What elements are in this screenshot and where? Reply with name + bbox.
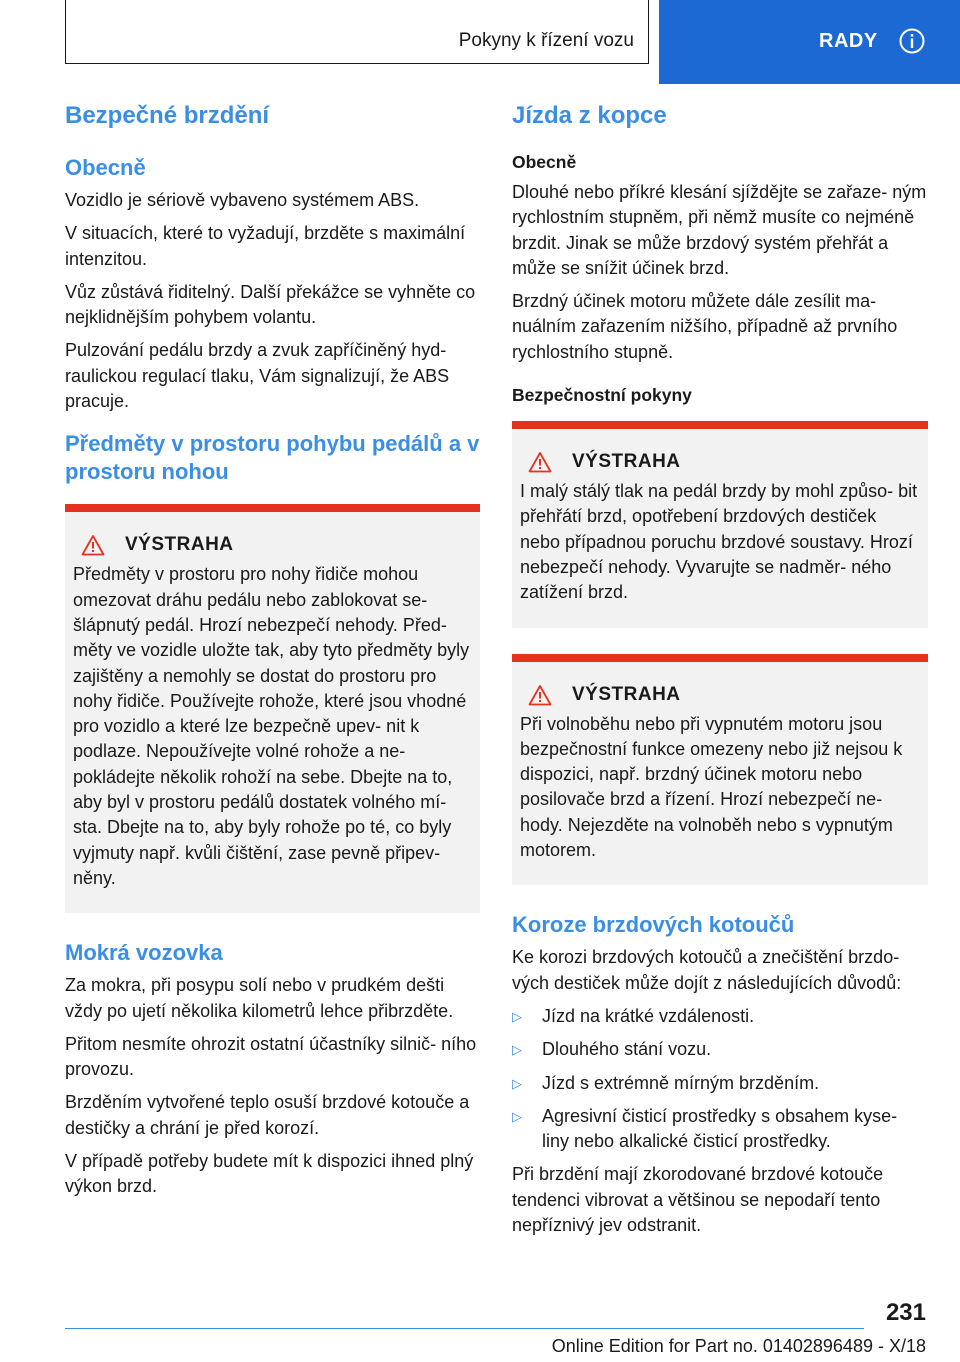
warning-text: Při volnoběhu nebo při vypnutém motoru jsou bezpečnostní funkce omezeny nebo již nejsou k dispozici, např. brzdný účinek motoru nebo posilovače brzd a řízení. Hrozí nebezpečí ne‐ hody. Nejezděte na volnoběh nebo s vypnutým motorem. xyxy=(520,713,903,861)
paragraph: Vozidlo je sériově vybaveno systémem ABS. xyxy=(65,190,420,210)
downhill-title: Jízda z kopce xyxy=(512,102,667,129)
warning-icon xyxy=(81,534,105,556)
paragraph: V případě potřeby budete mít k dispozici ihned plný výkon brzd. xyxy=(65,1151,474,1197)
general-subheading: Obecně xyxy=(512,152,577,172)
warning-text: I malý stálý tlak na pedál brzdy by mohl způso‐ bit přehřátí brzd, opotřebení brzdových destiček nebo případnou poruchu brzdové soustavy. Hrozí nebezpečí nehody. Vyvarujte se nadměr‐ ného zatížení brzd. xyxy=(520,481,918,603)
warning-box xyxy=(512,421,928,627)
paragraph: Ke korozi brzdových kotoučů a znečištění brzdo‐ vých destiček může dojít z následujících důvodů: xyxy=(512,947,902,993)
warning-header xyxy=(73,534,472,556)
warning-icon xyxy=(528,451,552,473)
paragraph: Brzděním vytvořené teplo osuší brzdové kotouče a destičky a chrání je před korozí. xyxy=(65,1092,470,1138)
paragraph: Při brzdění mají zkorodované brzdové kotouče tendenci vibrovat a většinou se nepodaří tento nepříznivý jev odstranit. xyxy=(512,1164,884,1236)
warning-header xyxy=(520,451,920,473)
bullet-triangle-icon: ▷ xyxy=(512,1042,522,1058)
corrosion-heading: Koroze brzdových kotoučů xyxy=(512,912,795,938)
objects-heading: Předměty v prostoru pohybu pedálů a v prostoru nohou xyxy=(65,431,480,485)
bullet-triangle-icon: ▷ xyxy=(512,1108,522,1124)
paragraph: Dlouhé nebo příkré klesání sjíždějte se zařaze‐ ným rychlostním stupněm, při němž musíte co nejméně brzdit. Jinak se může brzdový systém přehřát a může se snížit účinek brzd. xyxy=(512,182,927,278)
warning-box xyxy=(512,654,928,886)
paragraph: Za mokra, při posypu solí nebo v prudkém dešti vždy po ujetí několika kilometrů lehce přibrzděte. xyxy=(65,975,454,1021)
list-item xyxy=(512,1071,928,1096)
rady-tab[interactable] xyxy=(659,0,960,84)
warning-text: Předměty v prostoru pro nohy řidiče mohou omezovat dráhu pedálu nebo zablokovat se‐ šlápnutý pedál. Hrozí nebezpečí nehody. Před‐ měty ve vozidle uložte tak, aby tyto předměty byly zajištěny a nemohly se dostat do prostoru pro nohy řidiče. Používejte rohože, které jsou vhodné pro vozidlo a které lze bezpečně upev‐ nit k podlaze. Nepoužívejte volné rohože a ne‐ pokládejte několik rohoží na sebe. Dbejte na to, aby byl v prostoru pedálů dostatek volného mí‐ sta. Dbejte na to, aby byly rohože po té, co byly vyjmuty např. kvůli čištění, zase pevně připev‐ něny. xyxy=(73,564,470,888)
left-column xyxy=(65,100,480,1208)
list-item xyxy=(512,1004,928,1029)
safe-braking-title: Bezpečné brzdění xyxy=(65,102,270,129)
bullet-triangle-icon: ▷ xyxy=(512,1008,522,1024)
paragraph: Přitom nesmíte ohrozit ostatní účastníky silnič‐ ního provozu. xyxy=(65,1033,477,1080)
info-icon[interactable] xyxy=(899,28,925,54)
list-item-text: Dlouhého stání vozu. xyxy=(542,1039,712,1060)
page-number: 231 xyxy=(885,1299,926,1326)
warning-title: VÝSTRAHA xyxy=(125,534,234,556)
warning-title: VÝSTRAHA xyxy=(572,683,681,705)
right-column xyxy=(512,100,928,1246)
cause-list xyxy=(512,1004,928,1154)
list-item xyxy=(512,1037,928,1062)
list-item-text: Jízd na krátké vzdálenosti. xyxy=(542,1005,755,1026)
header-box xyxy=(65,0,649,64)
wet-road-heading: Mokrá vozovka xyxy=(65,940,223,966)
paragraph: Vůz zůstává řiditelný. Další překážce se vyhněte co nejklidnějším pohybem volantu. xyxy=(65,281,476,328)
list-item-text: Agresivní čisticí prostředky s obsahem kyse‐ liny nebo alkalické čisticí prostředky. xyxy=(542,1105,898,1152)
footer-rule xyxy=(65,1328,864,1329)
safety-subheading: Bezpečnostní pokyny xyxy=(512,385,692,406)
warning-header xyxy=(520,684,920,706)
paragraph: Brzdný účinek motoru můžete dále zesílit ma‐ nuálním zařazením nižšího, případně až prvního rychlostního stupně. xyxy=(512,291,898,362)
warning-icon xyxy=(528,684,552,706)
edition-text: Online Edition for Part no. 01402896489 - X/18 xyxy=(551,1336,926,1356)
bullet-triangle-icon: ▷ xyxy=(512,1075,522,1091)
list-item-text: Jízd s extrémně mírným brzděním. xyxy=(542,1072,820,1093)
paragraph: Pulzování pedálu brzdy a zvuk zapříčiněný hyd‐ raulickou regulací tlaku, Vám signalizují, že ABS pracuje. xyxy=(65,340,450,412)
warning-box xyxy=(65,504,480,913)
section-title: Pokyny k řízení vozu xyxy=(458,30,634,51)
general-heading: Obecně xyxy=(65,155,146,180)
paragraph: V situacích, které to vyžadují, brzděte s maximální intenzitou. xyxy=(65,223,466,269)
rady-label: RADY xyxy=(819,30,878,52)
warning-title: VÝSTRAHA xyxy=(572,451,681,473)
list-item xyxy=(512,1104,928,1155)
